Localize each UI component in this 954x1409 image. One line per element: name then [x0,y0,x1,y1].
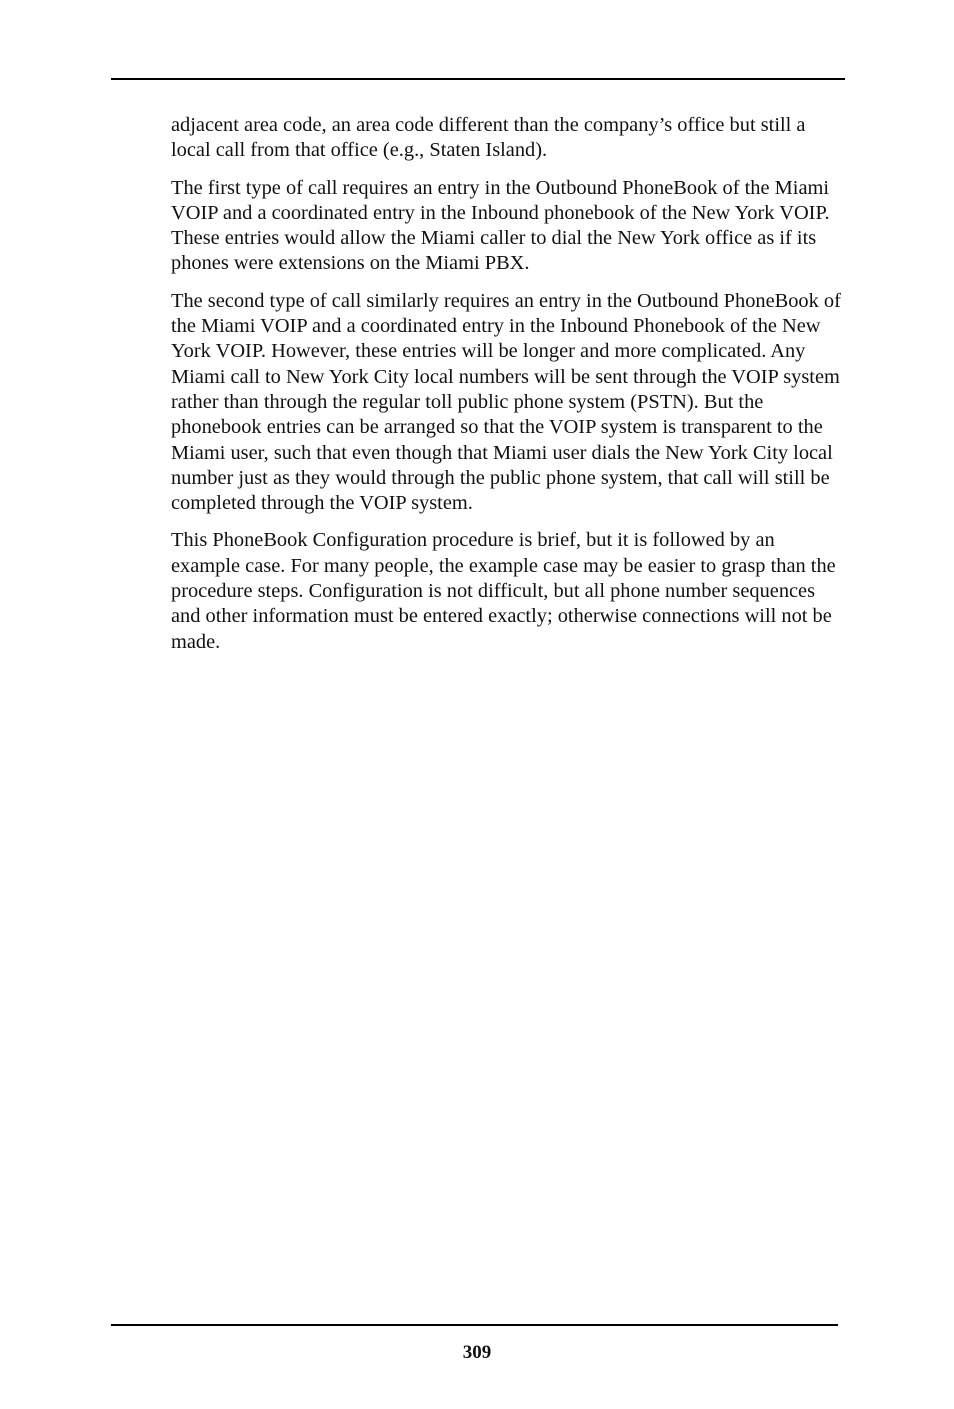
footer-rule [111,1324,838,1326]
header-rule [111,78,845,80]
paragraph-1: adjacent area code, an area code different than the company’s office but still a local call from that office (e.g., Staten Island). [171,114,806,162]
paragraph-2: The first type of call requires an entry in the Outbound PhoneBook of the Miami VOIP and a coordinated entry in the Inbound phonebook of the New York VOIP. These entries would allow the Miami caller to dial the New York office as if its phones were extensions on the Miami PBX. [171,176,830,275]
body-text [171,113,847,667]
paragraph-4: This PhoneBook Configuration procedure is brief, but it is followed by an example case. For many people, the example case may be easier to grasp than the procedure steps. Configuration is not difficult, but all phone number sequences and other information must be entered exactly; otherwise connections will not be made. [171,529,836,653]
page-number: 309 [462,1342,492,1363]
paragraph-3: The second type of call similarly requires an entry in the Outbound PhoneBook of the Miami VOIP and a coordinated entry in the Inbound Phonebook of the New York VOIP. However, these entries will be longer and more complicated. Any Miami call to New York City local numbers will be sent through the VOIP system rather than through the regular toll public phone system (PSTN). But the phonebook entries can be arranged so that the VOIP system is transparent to the Miami user, such that even though that Miami user dials the New York City local number just as they would through the public phone system, that call will still be completed through the VOIP system. [171,289,841,515]
